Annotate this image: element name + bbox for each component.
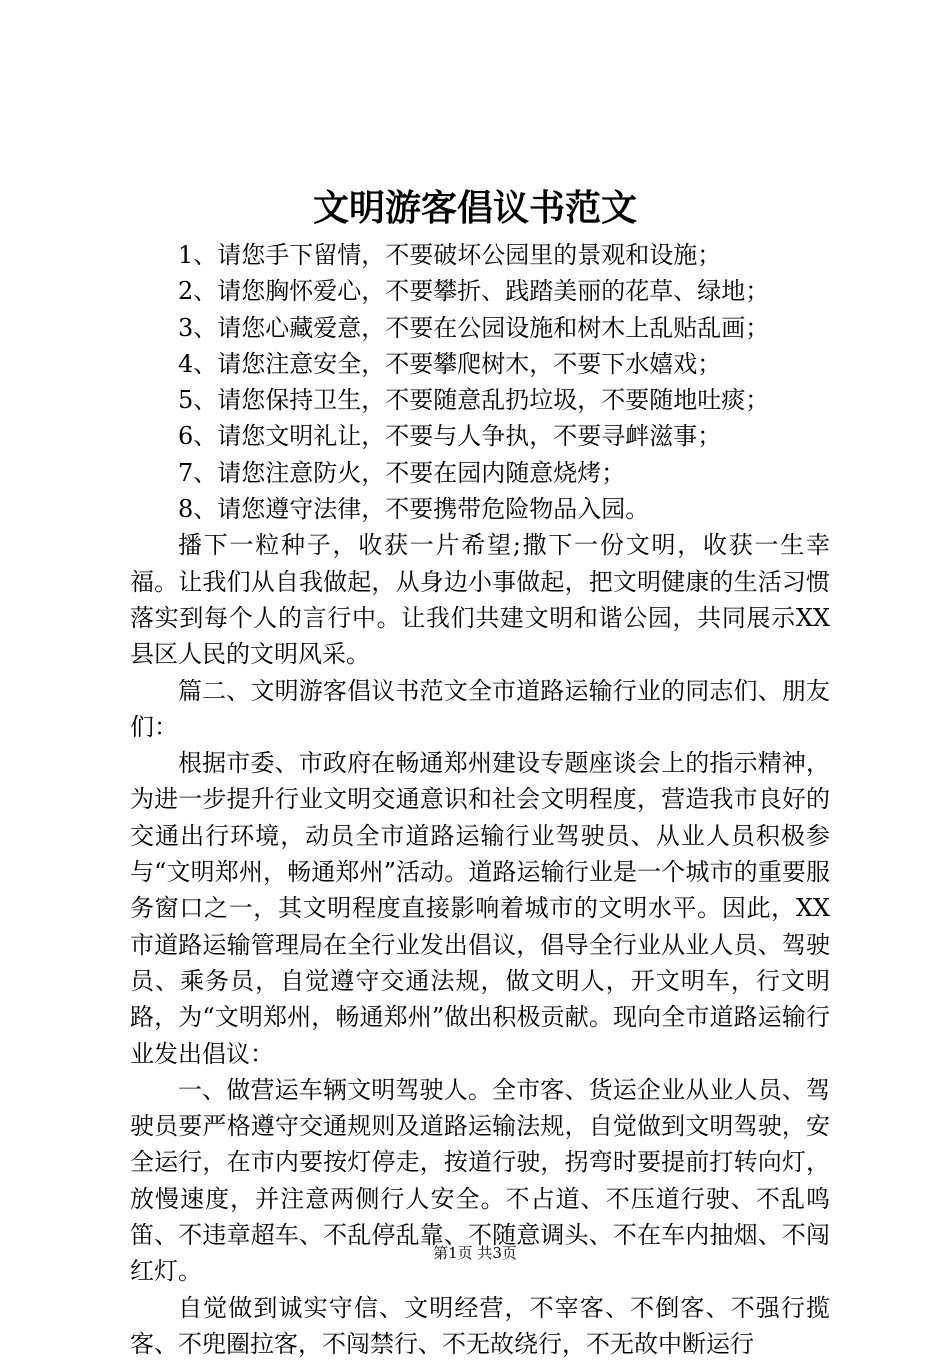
document-title: 文明游客倡议书范文 (312, 187, 637, 229)
document-body (130, 237, 830, 1362)
paragraph-5: 5、请您保持卫生，不要随意乱扔垃圾，不要随地吐痰； (178, 386, 770, 415)
paragraph-4: 4、请您注意安全，不要攀爬树木，不要下水嬉戏； (178, 349, 722, 378)
paragraph-6: 6、请您文明礼让，不要与人争执，不要寻衅滋事； (178, 422, 722, 451)
paragraph-7: 7、请您注意防火，不要在园内随意烧烤； (178, 458, 626, 487)
paragraph-11: 根据市委、市政府在畅通郑州建设专题座谈会上的指示精神，为进一步提升行业文明交通意识和社会文明程度，营造我市良好的交通出行环境，动员全市道路运输行业驾驶员、从业人员积极参与“文明郑州，畅通郑州”活动。道路运输行业是一个城市的重要服务窗口之一，其文明程度直接影响着城市的文明水平。因此，XX市道路运输管理局在全行业发出倡议，倡导全行业从业人员、驾驶员、乘务员，自觉遵守交通法规，做文明人，开文明车，行文明路，为“文明郑州，畅通郑州”做出积极贡献。现向全市道路运输行业发出倡议： (130, 749, 830, 1068)
paragraph-9: 播下一粒种子，收获一片希望;撒下一份文明，收获一生幸福。让我们从自我做起，从身边小事做起，把文明健康的生活习惯落实到每个人的言行中。让我们共建文明和谐公园，共同展示XX县区人民的文明风采。 (130, 531, 830, 669)
paragraph-12: 一、做营运车辆文明驾驶人。全市客、货运企业从业人员、驾驶员要严格遵守交通规则及道路运输法规，自觉做到文明驾驶，安全运行，在市内要按灯停走，按道行驶，拐弯时要提前打转向灯，放慢速度，并注意两侧行人安全。不占道、不压道行驶、不乱鸣笛、不违章超车、不乱停乱靠、不随意调头、不在车内抽烟、不闯红灯。 (130, 1075, 830, 1286)
paragraph-10: 篇二、文明游客倡议书范文全市道路运输行业的同志们、朋友们： (130, 676, 830, 741)
paragraph-1: 1、请您手下留情，不要破坏公园里的景观和设施； (178, 241, 722, 269)
paragraph-3: 3、请您心藏爱意，不要在公园设施和树木上乱贴乱画； (178, 313, 770, 342)
page-footer: 第1页 共3页 (433, 1244, 517, 1262)
paragraph-8: 8、请您遵守法律，不要携带危险物品入园。 (178, 495, 650, 524)
paragraph-13: 自觉做到诚实守信、文明经营，不宰客、不倒客、不强行揽客、不兜圈拉客，不闯禁行、不无故绕行，不无故中断运行 (130, 1293, 830, 1358)
paragraph-2: 2、请您胸怀爱心，不要攀折、践踏美丽的花草、绿地； (178, 277, 770, 306)
